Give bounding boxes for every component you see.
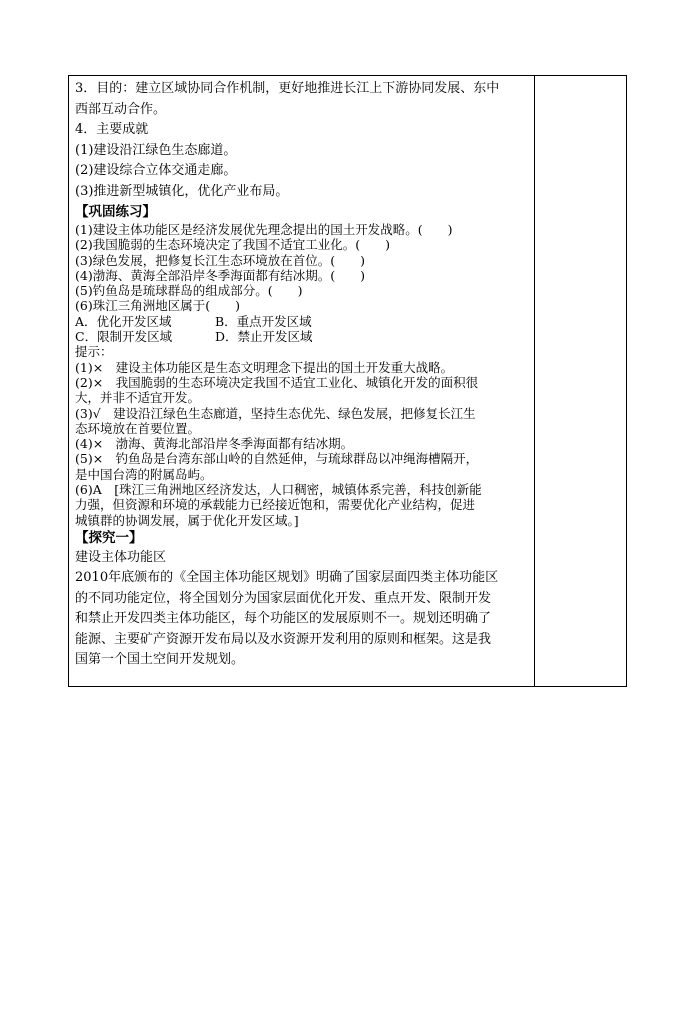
achievement-item: (3)推进新型城镇化，优化产业布局。	[75, 183, 289, 199]
explore-paragraph-line: 的不同功能定位，将全国划分为国家层面优化开发、重点开发、限制开发	[75, 590, 492, 606]
explore-paragraph-line: 能源、主要矿产资源开发布局以及水资源开发利用的原则和框架。这是我	[75, 631, 492, 647]
practice-question: (1)建设主体功能区是经济发展优先理念提出的国土开发战略。( )	[75, 222, 453, 237]
explore-paragraph-line: 2010年底颁布的《全国主体功能区规划》明确了国家层面四类主体功能区	[75, 570, 499, 586]
explore-heading: 【探究一】	[75, 529, 143, 546]
practice-question: (3)绿色发展，把修复长江生态环境放在首位。( )	[75, 252, 365, 268]
section4-title: 4．主要成就	[75, 122, 149, 137]
option-b: B．重点开发区域	[215, 313, 312, 329]
hint-line: 态环境放在首要位置。	[75, 420, 201, 436]
achievement-item: (2)建设综合立体交通走廊。	[75, 163, 237, 178]
options-row	[75, 329, 527, 344]
practice-question: (4)渤海、黄海全部沿岸冬季海面都有结冰期。( )	[75, 267, 365, 283]
hint-label: 提示：	[75, 344, 113, 360]
hint-line: (6)A [珠江三角洲地区经济发达，人口稠密，城镇体系完善，科技创新能	[75, 482, 482, 498]
section3-line: 3．目的：建立区域协同合作机制，更好地推进长江上下游协同发展、东中	[75, 81, 500, 96]
option-d: D．禁止开发区域	[215, 329, 313, 345]
hint-line: (2)× 我国脆弱的生态环境决定我国不适宜工业化、城镇化开发的面积很	[75, 374, 479, 390]
main-cell	[75, 79, 527, 671]
hint-line: (1)× 建设主体功能区是生态文明理念下提出的国土开发重大战略。	[75, 359, 454, 375]
explore-subtitle: 建设主体功能区	[75, 549, 167, 565]
hint-line: 城镇群的协调发展，属于优化开发区域。]	[75, 512, 299, 528]
hint-line: 是中国台湾的附属岛屿。	[75, 466, 213, 482]
options-row	[75, 314, 527, 329]
hint-line: 力强，但资源和环境的承载能力已经接近饱和，需要优化产业结构，促进	[75, 497, 476, 513]
right-column-divider	[534, 76, 535, 686]
practice-question: (2)我国脆弱的生态环境决定了我国不适宜工业化。( )	[75, 237, 390, 253]
explore-paragraph-line: 和禁止开发四类主体功能区，每个功能区的发展原则不一。规划还明确了	[75, 611, 492, 627]
hint-line: 大，并非不适宜开发。	[75, 390, 201, 406]
explore-paragraph-line: 国第一个国土空间开发规划。	[75, 652, 245, 668]
hint-line: (5)× 钓鱼岛是台湾东部山岭的自然延伸，与琉球群岛以冲绳海槽隔开，	[75, 451, 479, 467]
practice-heading: 【巩固练习】	[75, 204, 156, 220]
option-c: C．限制开发区域	[75, 329, 173, 345]
section3-line: 西部互动合作。	[75, 101, 167, 117]
content-table	[68, 75, 627, 687]
practice-question: (5)钓鱼岛是琉球群岛的组成部分。( )	[75, 283, 303, 299]
option-a: A．优化开发区域	[75, 313, 172, 329]
hint-line: (3)√ 建设沿江绿色生态廊道，坚持生态优先、绿色发展，把修复长江生	[75, 405, 476, 421]
practice-question: (6)珠江三角洲地区属于( )	[75, 298, 240, 314]
achievement-item: (1)建设沿江绿色生态廊道。	[75, 142, 237, 158]
hint-line: (4)× 渤海、黄海北部沿岸冬季海面都有结冰期。	[75, 436, 354, 452]
